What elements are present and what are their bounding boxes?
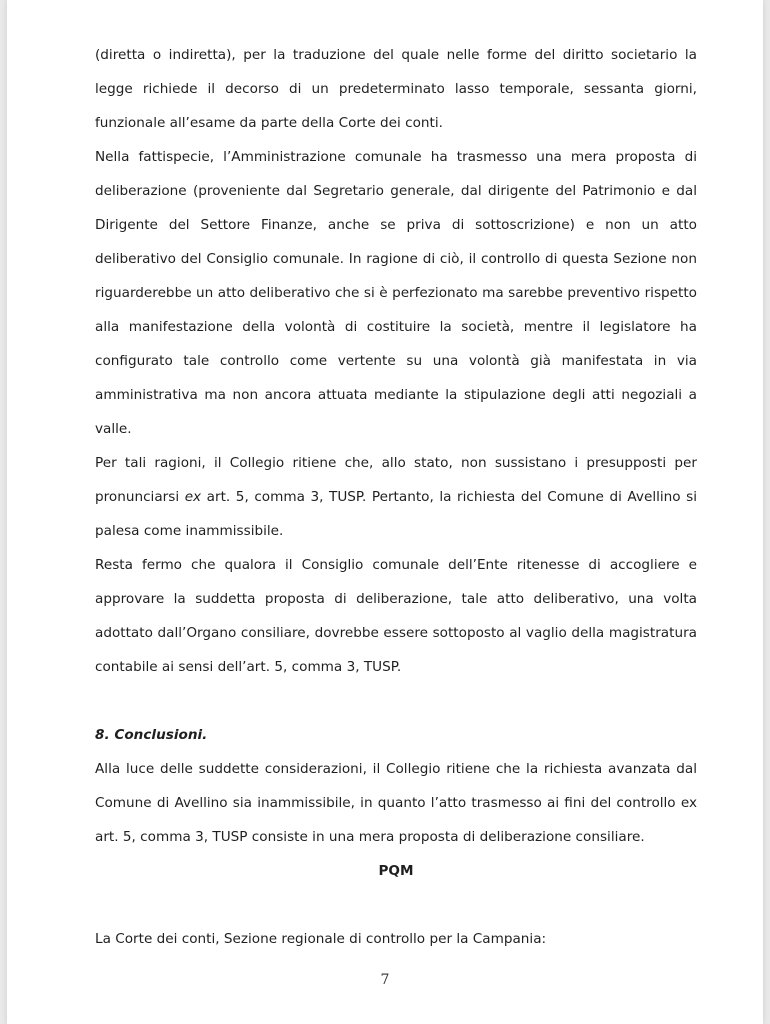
paragraph-2: Nella fattispecie, l’Amministrazione comunale ha trasmesso una mera proposta di deliberazione (proveniente dal Segretario generale, dal dirigente del Patrimonio e dal Dirigente del Settore Finanze, anche se priva di sottoscrizione) e non un atto deliberativo del Consiglio comunale. In ragione di ciò, il controllo di questa Sezione non riguarderebbe un atto deliberativo che si è perfezionato ma sarebbe preventivo rispetto alla manifestazione della volontà di costituire la società, mentre il legislatore ha configurato tale controllo come vertente su una volontà già manifestata in via amministrativa ma non ancora attuata mediante la stipulazione degli atti negoziali a valle. <box>95 149 697 437</box>
document-page <box>7 0 763 1024</box>
paragraph-1: (diretta o indiretta), per la traduzione del quale nelle forme del diritto societario la legge richiede il decorso di un predeterminato lasso temporale, sessanta giorni, funzionale all’esame da parte della Corte dei conti. <box>95 47 697 131</box>
paragraph-3-text-b: art. 5, comma 3, TUSP. Pertanto, la richiesta del Comune di Avellino si palesa come inammissibile. <box>95 489 698 539</box>
pqm-heading: PQM <box>378 863 414 879</box>
paragraph-3 <box>95 446 697 548</box>
paragraph-3-text-a: Per tali ragioni, il Collegio ritiene che, allo stato, non sussistano i presupposti per pronunciarsi <box>95 455 697 505</box>
paragraph-5: Alla luce delle suddette considerazioni, il Collegio ritiene che la richiesta avanzata dal Comune di Avellino sia inammissibile, in quanto l’atto trasmesso ai fini del controllo ex art. 5, comma 3, TUSP consiste in una mera proposta di deliberazione consiliare. <box>95 761 697 845</box>
paragraph-3-italic: ex <box>184 489 202 505</box>
paragraph-4: Resta fermo che qualora il Consiglio comunale dell’Ente ritenesse di accogliere e approvare la suddetta proposta di deliberazione, tale atto deliberativo, una volta adottato dall’Organo consiliare, dovrebbe essere sottoposto al vaglio della magistratura contabile ai sensi dell’art. 5, comma 3, TUSP. <box>95 557 697 675</box>
document-body <box>95 38 697 956</box>
paragraph-6: La Corte dei conti, Sezione regionale di controllo per la Campania: <box>95 931 547 947</box>
page-number: 7 <box>380 972 390 988</box>
section-heading: 8. Conclusioni. <box>95 727 208 743</box>
